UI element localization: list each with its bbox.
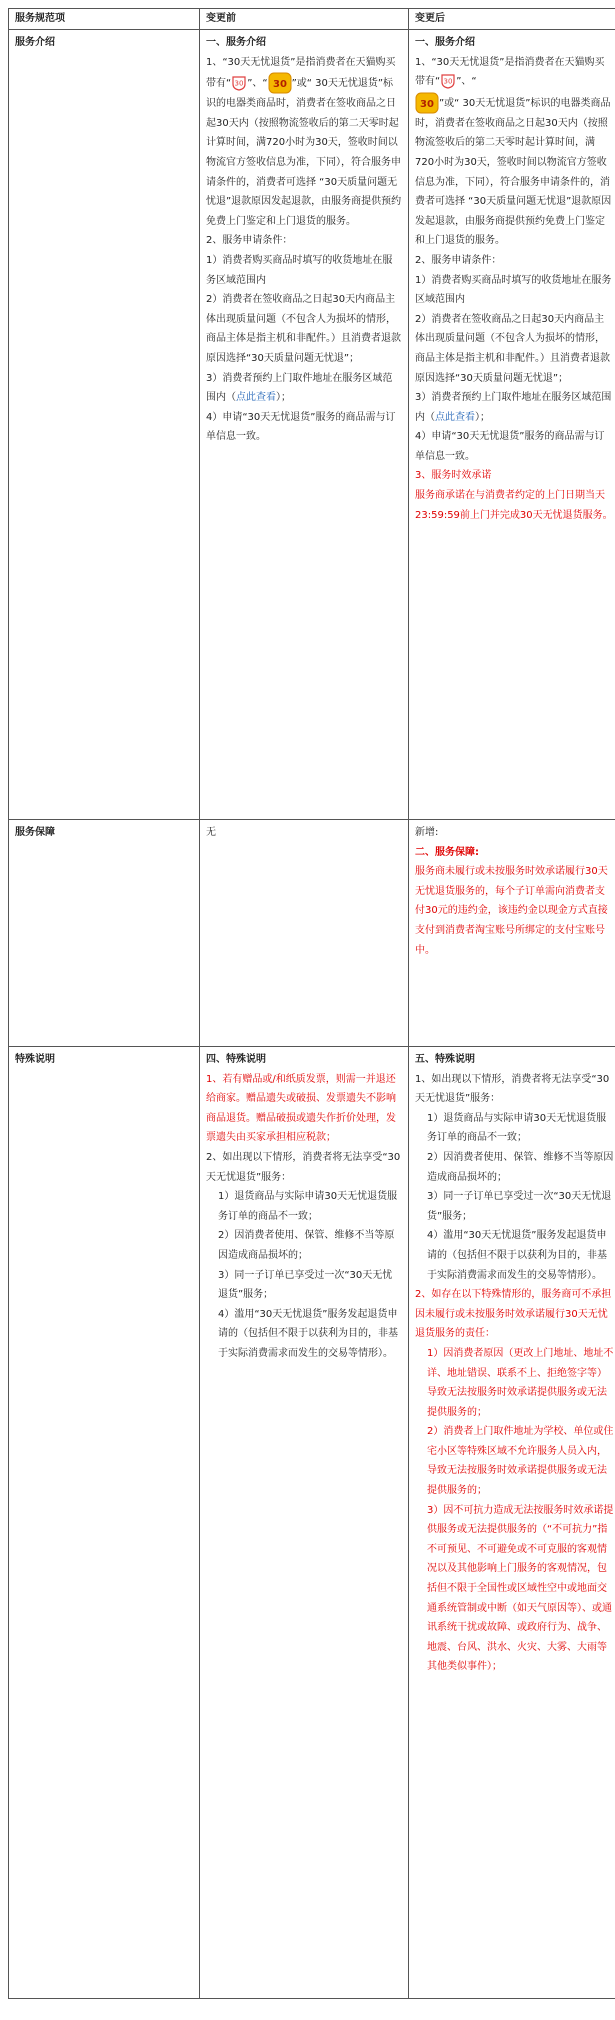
text: 1、“30天无忧退货”是指消费者在天猫购买带有“ (206, 56, 396, 90)
svg-text:30: 30 (272, 79, 287, 91)
paragraph: 4）滥用“30天无忧退货”服务发起退货申请的（包括但不限于以获利为目的，非基于实际消费需求而发生的交易等情形）。 (427, 1230, 607, 1281)
svg-text:30: 30 (443, 77, 453, 86)
paragraph: 3）同一子订单已享受过一次“30天无忧退货”服务； (427, 1191, 612, 1222)
row-label (9, 820, 200, 1047)
text: 3）消费者预约上门取件地址在服务区域范围内（ (206, 372, 393, 404)
timeliness-text: 服务商承诺在与消费者约定的上门日期当天23:59:59前上门并完成30天无忧退货服务。 (415, 490, 613, 521)
section-title: 二、服务保障: (415, 846, 479, 858)
paragraph: 1）退货商品与实际申请30天无忧退货服务订单的商品不一致； (218, 1191, 398, 1222)
paragraph: 3）因不可抗力造成无法按服务时效承诺提供服务或无法提供服务的（“不可抗力”指不可预见、不可避免或不可克服的客观情况以及其他影响上门服务的客观情况，包括但不限于全国性或区域性空中或地面交通系统管制或中断（如天气原因等）、或通讯系统干扰或故障、或政府行为、战争、地震、台风、洪水、火灾、大雾、大雨等其他类似事件）； (427, 1504, 614, 1673)
30-day-gold-badge-icon (268, 72, 292, 94)
text: ）； (276, 392, 291, 404)
row-label-text: 特殊说明 (15, 1054, 55, 1065)
text: ”或“ 30天无忧退货”标识的电器类商品时，消费者在签收商品之日起30天内（按照物流签收后的第二天零时起计算时间，满720小时为30天，签收时间以物流官方签收信息为准，下同），符合服务申请条件的，消费者可选择 “30天质量问题无忧退”退款原因发起退款，由服务商提供预约免费上门鉴定和上门退货的服务。 (415, 97, 612, 247)
paragraph: 4）滥用“30天无忧退货”服务发起退货申请的（包括但不限于以获利为目的，非基于实际消费需求而发生的交易等情形）。 (218, 1308, 398, 1359)
row-special-notes (9, 1047, 615, 1999)
special-before-cell (200, 1047, 409, 1999)
header-after: 变更后 (409, 9, 615, 30)
paragraph (206, 53, 402, 232)
guarantee-after-cell (409, 820, 615, 1047)
paragraph: 1）因消费者原因（更改上门地址、地址不详、地址错误、联系不上、拒绝签字等）导致无法按服务时效承诺提供服务或无法提供服务的； (427, 1347, 614, 1418)
text: ”、“ (456, 76, 477, 88)
row-label-text: 服务保障 (15, 827, 55, 838)
paragraph: 1、若有赠品或/和纸质发票，则需一并退还给商家。赠品遗失或破损、发票遗失不影响商品退货。赠品破损或遗失作折价处理，发票遗失由买家承担相应税款； (206, 1073, 396, 1144)
svg-text:30: 30 (234, 79, 244, 88)
text: ）； (475, 411, 490, 423)
header-before: 变更前 (200, 9, 409, 30)
intro-after-cell (409, 30, 615, 820)
paragraph (415, 53, 614, 251)
section-title: 五、特殊说明 (415, 1054, 475, 1065)
svg-text:30: 30 (420, 98, 434, 110)
paragraph: 2）因消费者使用、保管、维修不当等原因造成商品损坏的； (427, 1151, 614, 1183)
service-spec-table (8, 8, 615, 1999)
view-area-link[interactable]: 点此查看 (435, 411, 475, 423)
paragraph: 2、服务申请条件： (415, 254, 502, 266)
header-service-item: 服务规范项 (9, 9, 200, 30)
30-day-badge-icon (231, 75, 247, 91)
row-label (9, 30, 200, 820)
section-title: 一、服务介绍 (206, 37, 266, 48)
paragraph: 2、服务申请条件： (206, 235, 293, 247)
paragraph: 1）消费者购买商品时填写的收货地址在服务区域范围内 (206, 254, 393, 286)
text: 1、“30天无忧退货”是指消费者在天猫购买带有“ (415, 56, 605, 88)
paragraph: 无 (206, 827, 216, 838)
text: ”、“ (247, 78, 268, 90)
30-day-badge-icon (440, 73, 456, 89)
row-label-text: 服务介绍 (15, 37, 55, 48)
row-label (9, 1047, 200, 1999)
row-service-guarantee (9, 820, 615, 1047)
30-day-gold-badge-icon (415, 92, 439, 114)
section-title: 一、服务介绍 (415, 37, 475, 48)
paragraph: 4）申请“30天无忧退货”服务的商品需与订单信息一致。 (206, 411, 396, 443)
text: ”或“ 30天无忧退货”标识的电器类商品时，消费者在签收商品之日起30天内（按照物流签收后的第二天零时起计算时间，满720小时为30天，签收时间以物流官方签收信息为准，下同），符合服务申请条件的，消费者可选择 “30天质量问题无忧退”退款原因发起退款，由服务商提供预约免费上门鉴定和上门退货的服务。 (206, 78, 402, 227)
row-service-intro (9, 30, 615, 820)
timeliness-title: 3、服务时效承诺 (415, 470, 492, 482)
paragraph: 3）同一子订单已享受过一次“30天无忧退货”服务； (218, 1269, 393, 1301)
paragraph: 2、如存在以下特殊情形的，服务商可不承担因未履行或未按服务时效承诺履行30天无忧退货服务的责任： (415, 1289, 612, 1340)
new-added-label: 新增: (415, 827, 439, 838)
paragraph: 2）消费者上门取件地址为学校、单位或住宅小区等特殊区域不允许服务人员入内，导致无法按服务时效承诺提供服务或无法提供服务的； (427, 1426, 614, 1497)
paragraph: 2）消费者在签收商品之日起30天内商品主体出现质量问题（不包含人为损坏的情形，商品主体是指主机和非配件。）且消费者退款原因选择“30天质量问题无忧退”； (415, 313, 610, 384)
intro-before-cell (200, 30, 409, 820)
guarantee-before-cell (200, 820, 409, 1047)
paragraph: 2）因消费者使用、保管、维修不当等原因造成商品损坏的； (218, 1230, 395, 1261)
view-area-link[interactable]: 点此查看 (236, 392, 276, 404)
paragraph: 服务商未履行或未按服务时效承诺履行30天无忧退货服务的，每个子订单需向消费者支付30元的违约金，该违约金以现金方式直接支付到消费者淘宝账号所绑定的支付宝账号中。 (415, 866, 608, 956)
special-after-cell (409, 1047, 615, 1999)
text: 3）消费者预约上门取件地址在服务区域范围内（ (415, 392, 612, 423)
paragraph (415, 388, 614, 427)
paragraph: 2）消费者在签收商品之日起30天内商品主体出现质量问题（不包含人为损坏的情形，商品主体是指主机和非配件。）且消费者退款原因选择“30天质量问题无忧退”； (206, 294, 401, 364)
paragraph: 1、如出现以下情形，消费者将无法享受“30天无忧退货”服务： (415, 1073, 610, 1105)
paragraph: 2、如出现以下情形，消费者将无法享受“30天无忧退货”服务： (206, 1151, 401, 1183)
paragraph (206, 369, 402, 408)
paragraph: 1）退货商品与实际申请30天无忧退货服务订单的商品不一致； (427, 1112, 607, 1144)
paragraph: 1）消费者购买商品时填写的收货地址在服务区域范围内 (415, 274, 612, 306)
header-row (9, 9, 615, 30)
section-title: 四、特殊说明 (206, 1054, 266, 1065)
paragraph: 4）申请“30天无忧退货”服务的商品需与订单信息一致。 (415, 431, 605, 462)
